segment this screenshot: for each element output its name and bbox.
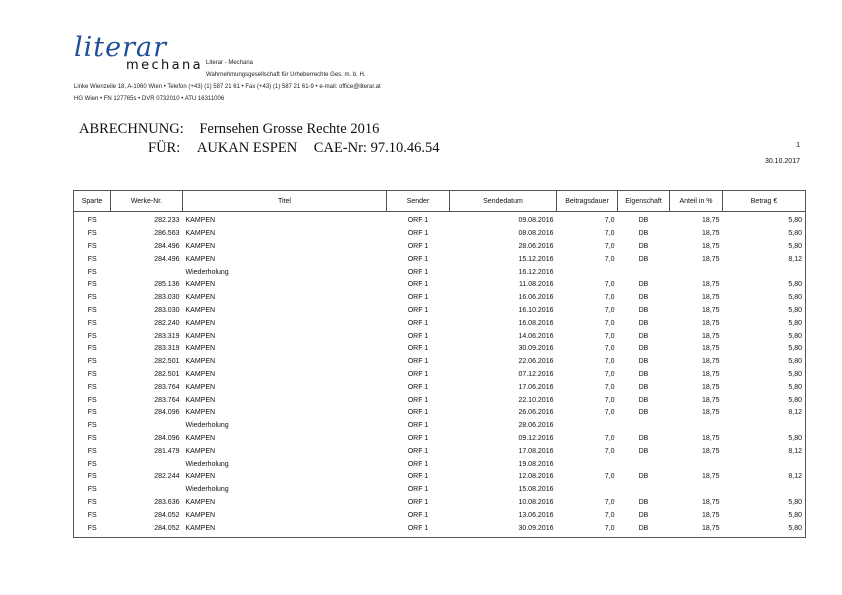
- cell-anteil: 18,75: [701, 498, 720, 506]
- cell-eigenschaft: DB: [638, 396, 649, 404]
- col-header-titel: Titel: [183, 191, 387, 212]
- cell-sendedatum: 15.08.2016: [518, 486, 554, 494]
- cell-anteil: 18,75: [701, 383, 720, 391]
- cell-betrag: 5,80: [723, 228, 806, 241]
- cell-eigenschaft: DB: [638, 383, 649, 391]
- cell-sendedatum: 11.08.2016: [518, 281, 554, 289]
- cell-werke-nr: 284.052: [111, 522, 183, 537]
- cell-eigenschaft: DB: [638, 230, 649, 238]
- cell-eigenschaft: DB: [638, 332, 649, 340]
- table-row: [74, 369, 806, 382]
- cell-eigenschaft: DB: [638, 409, 649, 417]
- cell-anteil: [670, 420, 723, 433]
- cell-betrag: [723, 458, 806, 471]
- cell-sparte: FS: [74, 433, 111, 446]
- cell-sender: ORF 1: [407, 511, 429, 519]
- cell-sendedatum: 15.12.2016: [518, 255, 554, 263]
- cell-sender: ORF 1: [407, 498, 429, 506]
- cell-sparte: FS: [74, 266, 111, 279]
- cell-titel: KAMPEN: [185, 281, 216, 289]
- cell-sparte: FS: [74, 445, 111, 458]
- cell-betrag: 5,80: [723, 433, 806, 446]
- cell-eigenschaft: DB: [638, 294, 649, 302]
- cell-anteil: 18,75: [701, 434, 720, 442]
- cell-sparte: FS: [74, 292, 111, 305]
- cell-anteil: 18,75: [701, 306, 720, 314]
- table-row: [74, 497, 806, 510]
- cell-eigenschaft: DB: [638, 434, 649, 442]
- cell-anteil: 18,75: [701, 409, 720, 417]
- cell-beitragsdauer: [557, 484, 618, 497]
- address-block: [74, 81, 381, 105]
- cell-eigenschaft: DB: [638, 345, 649, 353]
- cell-werke-nr: 283.030: [154, 306, 180, 314]
- cell-werke-nr: [111, 484, 183, 497]
- cell-beitragsdauer: [557, 458, 618, 471]
- cell-titel: KAMPEN: [185, 511, 216, 519]
- cell-sender: ORF 1: [407, 242, 429, 250]
- cell-titel: Wiederholung: [185, 486, 229, 494]
- cell-beitragsdauer: 7,0: [604, 306, 615, 314]
- cell-sendedatum: 30.09.2016: [450, 522, 557, 537]
- cell-betrag: 5,80: [723, 497, 806, 510]
- cell-anteil: 18,75: [701, 370, 720, 378]
- cell-eigenschaft: DB: [638, 358, 649, 366]
- cell-werke-nr: 284.496: [154, 255, 180, 263]
- cell-anteil: 18,75: [701, 447, 720, 455]
- col-header-werke-nr: Werke-Nr.: [111, 191, 183, 212]
- cell-titel: KAMPEN: [185, 358, 216, 366]
- cell-werke-nr: 282.501: [154, 358, 180, 366]
- organization-block: [206, 57, 366, 81]
- cell-betrag: 5,80: [723, 212, 806, 228]
- table-row: [74, 330, 806, 343]
- cell-beitragsdauer: 7,0: [604, 358, 615, 366]
- cell-sendedatum: 16.08.2016: [518, 319, 554, 327]
- cell-beitragsdauer: 7,0: [604, 345, 615, 353]
- cell-beitragsdauer: 7,0: [604, 217, 615, 225]
- table-row: [74, 433, 806, 446]
- cell-sender: ORF 1: [407, 396, 429, 404]
- cell-anteil: 18,75: [701, 230, 720, 238]
- cell-sparte: FS: [74, 381, 111, 394]
- cell-sendedatum: 14.06.2016: [518, 332, 554, 340]
- cell-titel: Wiederholung: [185, 422, 229, 430]
- cell-sendedatum: 28.06.2016: [518, 422, 554, 430]
- cell-beitragsdauer: 7,0: [604, 409, 615, 417]
- table-row: [74, 305, 806, 318]
- cell-betrag: 5,80: [723, 356, 806, 369]
- cell-sendedatum: 30.09.2016: [518, 345, 554, 353]
- cell-sendedatum: 16.10.2016: [518, 306, 554, 314]
- cell-eigenschaft: DB: [638, 498, 649, 506]
- cell-betrag: 8,12: [723, 445, 806, 458]
- cell-titel: KAMPEN: [185, 230, 216, 238]
- cell-betrag: 8,12: [723, 471, 806, 484]
- cell-sender: ORF 1: [407, 370, 429, 378]
- cell-titel: KAMPEN: [185, 217, 216, 225]
- cell-beitragsdauer: 7,0: [604, 255, 615, 263]
- cell-werke-nr: 282.233: [154, 217, 180, 225]
- table-row: [74, 381, 806, 394]
- col-header-beitragsdauer: Beitragsdauer: [557, 191, 618, 212]
- cell-sparte: FS: [74, 279, 111, 292]
- cell-anteil: 18,75: [701, 294, 720, 302]
- cell-sparte: FS: [74, 356, 111, 369]
- cell-betrag: 5,80: [723, 279, 806, 292]
- cell-sparte: FS: [74, 212, 111, 228]
- address-line: Linke Wienzeile 18, A-1060 Wien • Telefon (+43) (1) 587 21 61 • Fax (+43) (1) 587 21 61-9 • e-mail: office@literar.at: [74, 84, 381, 90]
- cell-betrag: 5,80: [723, 509, 806, 522]
- cell-werke-nr: 283.319: [154, 332, 180, 340]
- cell-eigenschaft: DB: [638, 281, 649, 289]
- col-header-sendedatum: Sendedatum: [450, 191, 557, 212]
- logo-mechana-text: mechana: [126, 58, 204, 73]
- cell-beitragsdauer: 7,0: [604, 434, 615, 442]
- cell-anteil: [670, 484, 723, 497]
- cell-sender: ORF 1: [407, 319, 429, 327]
- cell-eigenschaft: DB: [638, 473, 649, 481]
- cell-sparte: FS: [74, 228, 111, 241]
- cell-sendedatum: 16.06.2016: [518, 294, 554, 302]
- table-row: [74, 343, 806, 356]
- cell-anteil: 18,75: [701, 511, 720, 519]
- cell-beitragsdauer: [557, 266, 618, 279]
- cell-eigenschaft: DB: [638, 255, 649, 263]
- statement-date: 30.10.2017: [764, 158, 800, 165]
- cell-sendedatum: 16.12.2016: [518, 268, 554, 276]
- table-row: [74, 484, 806, 497]
- col-header-sparte: Sparte: [74, 191, 111, 212]
- cell-sender: ORF 1: [407, 294, 429, 302]
- cell-sender: ORF 1: [407, 255, 429, 263]
- cell-sparte: FS: [74, 369, 111, 382]
- cell-beitragsdauer: 7,0: [557, 522, 618, 537]
- cell-titel: KAMPEN: [183, 522, 387, 537]
- cell-betrag: 5,80: [723, 241, 806, 254]
- cell-titel: KAMPEN: [185, 345, 216, 353]
- cell-werke-nr: 283.636: [154, 498, 180, 506]
- cell-werke-nr: 284.096: [154, 409, 180, 417]
- table-row: [74, 253, 806, 266]
- cell-titel: KAMPEN: [185, 319, 216, 327]
- cell-sender: ORF 1: [407, 447, 429, 455]
- cell-sparte: FS: [74, 484, 111, 497]
- cell-werke-nr: [111, 458, 183, 471]
- col-header-eigenschaft: Eigenschaft: [618, 191, 670, 212]
- cell-anteil: 18,75: [701, 345, 720, 353]
- cell-sendedatum: 08.08.2016: [518, 230, 554, 238]
- cell-betrag: 5,80: [723, 343, 806, 356]
- cell-sparte: FS: [74, 394, 111, 407]
- cell-sparte: FS: [74, 497, 111, 510]
- cell-anteil: 18,75: [701, 255, 720, 263]
- cell-eigenschaft: [618, 484, 670, 497]
- cell-eigenschaft: DB: [638, 319, 649, 327]
- royalty-table: [73, 190, 806, 538]
- cell-eigenschaft: DB: [638, 306, 649, 314]
- cell-beitragsdauer: 7,0: [604, 370, 615, 378]
- cell-sendedatum: 22.06.2016: [518, 358, 554, 366]
- cell-eigenschaft: DB: [638, 242, 649, 250]
- cell-sendedatum: 28.06.2016: [518, 242, 554, 250]
- cell-sparte: FS: [74, 471, 111, 484]
- registration-line: HG Wien • FN 127765s • DVR 0732010 • ATU 16311006: [74, 96, 225, 102]
- statement-type: Fernsehen Grosse Rechte 2016: [199, 121, 380, 137]
- cell-sender: ORF 1: [407, 268, 429, 276]
- cell-sender: ORF 1: [407, 345, 429, 353]
- cell-titel: KAMPEN: [185, 434, 216, 442]
- cell-sendedatum: 10.08.2016: [518, 498, 554, 506]
- cell-titel: KAMPEN: [185, 447, 216, 455]
- recipient-label: FÜR:: [148, 140, 181, 156]
- cell-sendedatum: 19.08.2016: [518, 460, 554, 468]
- cell-sparte: FS: [74, 343, 111, 356]
- cell-beitragsdauer: 7,0: [604, 332, 615, 340]
- cell-werke-nr: 282.501: [154, 370, 180, 378]
- cell-beitragsdauer: 7,0: [604, 242, 615, 250]
- table-row: [74, 212, 806, 228]
- cell-titel: Wiederholung: [185, 460, 229, 468]
- cell-sparte: FS: [74, 330, 111, 343]
- cell-betrag: 8,12: [723, 407, 806, 420]
- cell-sparte: FS: [74, 522, 111, 537]
- statement-label: ABRECHNUNG:: [79, 121, 184, 137]
- cell-werke-nr: 281.479: [154, 447, 180, 455]
- cell-betrag: 5,80: [723, 330, 806, 343]
- cell-betrag: 5,80: [723, 381, 806, 394]
- cell-sparte: FS: [74, 458, 111, 471]
- col-header-anteil: Anteil in %: [670, 191, 723, 212]
- cell-werke-nr: 282.244: [154, 473, 180, 481]
- cell-werke-nr: 282.240: [154, 319, 180, 327]
- recipient-row: [148, 140, 439, 157]
- cell-anteil: 18,75: [701, 242, 720, 250]
- cell-anteil: [670, 266, 723, 279]
- cell-werke-nr: 284.096: [154, 434, 180, 442]
- cell-sparte: FS: [74, 509, 111, 522]
- cell-eigenschaft: [618, 458, 670, 471]
- cell-titel: Wiederholung: [185, 268, 229, 276]
- cell-sender: ORF 1: [407, 486, 429, 494]
- table-row: [74, 317, 806, 330]
- cell-sparte: FS: [74, 253, 111, 266]
- cell-sendedatum: 09.12.2016: [518, 434, 554, 442]
- cell-beitragsdauer: [557, 420, 618, 433]
- cell-titel: KAMPEN: [185, 306, 216, 314]
- cell-werke-nr: [111, 420, 183, 433]
- cell-werke-nr: 283.030: [154, 294, 180, 302]
- cell-anteil: 18,75: [701, 473, 720, 481]
- cell-eigenschaft: DB: [618, 522, 670, 537]
- recipient-name: AUKAN ESPEN: [196, 140, 298, 156]
- cell-sender: ORF 1: [407, 434, 429, 442]
- cell-sendedatum: 13.06.2016: [518, 511, 554, 519]
- cell-beitragsdauer: 7,0: [604, 383, 615, 391]
- cell-anteil: 18,75: [701, 358, 720, 366]
- cell-sendedatum: 07.12.2016: [518, 370, 554, 378]
- cell-sender: ORF 1: [407, 383, 429, 391]
- cell-anteil: [670, 458, 723, 471]
- cell-titel: KAMPEN: [185, 383, 216, 391]
- cell-sendedatum: 26.06.2016: [518, 409, 554, 417]
- table-row: [74, 356, 806, 369]
- table-row: [74, 279, 806, 292]
- org-description: Wahrnehmungsgesellschaft für Urheberrechte Ges. m. b. H.: [206, 72, 366, 78]
- cell-sender: ORF 1: [407, 281, 429, 289]
- cell-sparte: FS: [74, 241, 111, 254]
- cell-sender: ORF 1: [407, 230, 429, 238]
- cell-sender: ORF 1: [387, 522, 450, 537]
- table-row: [74, 522, 806, 537]
- statement-title-row: [79, 121, 379, 138]
- cell-anteil: 18,75: [670, 522, 723, 537]
- page-number: 1: [796, 142, 800, 149]
- cell-werke-nr: 283.319: [154, 345, 180, 353]
- cell-anteil: 18,75: [701, 396, 720, 404]
- cell-beitragsdauer: 7,0: [604, 473, 615, 481]
- table-header-row: [74, 191, 806, 212]
- cell-titel: KAMPEN: [185, 332, 216, 340]
- cae-number: CAE-Nr: 97.10.46.54: [313, 140, 440, 156]
- table-row: [74, 266, 806, 279]
- cell-betrag: 5,80: [723, 369, 806, 382]
- cell-sparte: FS: [74, 420, 111, 433]
- table-row: [74, 228, 806, 241]
- literar-mechana-logo: [74, 34, 204, 74]
- cell-eigenschaft: DB: [638, 370, 649, 378]
- cell-sender: ORF 1: [407, 473, 429, 481]
- cell-werke-nr: 285.136: [154, 281, 180, 289]
- logo-literar-text: literar: [74, 32, 168, 63]
- table-row: [74, 509, 806, 522]
- table-row: [74, 458, 806, 471]
- table-row: [74, 292, 806, 305]
- cell-sendedatum: 17.08.2016: [518, 447, 554, 455]
- cell-betrag: [723, 420, 806, 433]
- cell-sender: ORF 1: [407, 332, 429, 340]
- cell-eigenschaft: DB: [638, 511, 649, 519]
- cell-eigenschaft: [618, 266, 670, 279]
- cell-beitragsdauer: 7,0: [604, 281, 615, 289]
- cell-sendedatum: 09.08.2016: [518, 217, 554, 225]
- cell-sparte: FS: [74, 317, 111, 330]
- col-header-betrag: Betrag €: [723, 191, 806, 212]
- table-row: [74, 420, 806, 433]
- cell-eigenschaft: [618, 420, 670, 433]
- cell-titel: KAMPEN: [185, 409, 216, 417]
- cell-betrag: 5,80: [723, 317, 806, 330]
- cell-beitragsdauer: 7,0: [604, 447, 615, 455]
- cell-betrag: [723, 484, 806, 497]
- cell-werke-nr: 283.764: [154, 396, 180, 404]
- cell-titel: KAMPEN: [185, 294, 216, 302]
- cell-sendedatum: 22.10.2016: [518, 396, 554, 404]
- cell-titel: KAMPEN: [185, 242, 216, 250]
- col-header-sender: Sender: [387, 191, 450, 212]
- cell-sender: ORF 1: [407, 358, 429, 366]
- cell-werke-nr: [111, 266, 183, 279]
- cell-werke-nr: 284.052: [154, 511, 180, 519]
- cell-sender: ORF 1: [407, 306, 429, 314]
- cell-betrag: 5,80: [723, 394, 806, 407]
- cell-sparte: FS: [74, 407, 111, 420]
- cell-beitragsdauer: 7,0: [604, 396, 615, 404]
- cell-sender: ORF 1: [407, 409, 429, 417]
- cell-sendedatum: 17.06.2016: [518, 383, 554, 391]
- cell-sparte: FS: [74, 305, 111, 318]
- cell-anteil: 18,75: [701, 217, 720, 225]
- cell-werke-nr: 284.496: [154, 242, 180, 250]
- cell-sender: ORF 1: [407, 422, 429, 430]
- cell-beitragsdauer: 7,0: [604, 511, 615, 519]
- cell-anteil: 18,75: [701, 281, 720, 289]
- cell-beitragsdauer: 7,0: [604, 319, 615, 327]
- table-row: [74, 394, 806, 407]
- cell-sender: ORF 1: [407, 460, 429, 468]
- cell-titel: KAMPEN: [185, 396, 216, 404]
- cell-sendedatum: 12.08.2016: [518, 473, 554, 481]
- cell-titel: KAMPEN: [185, 473, 216, 481]
- cell-werke-nr: 283.764: [154, 383, 180, 391]
- cell-betrag: 5,80: [723, 292, 806, 305]
- cell-titel: KAMPEN: [185, 498, 216, 506]
- cell-betrag: 5,80: [723, 522, 806, 537]
- cell-titel: KAMPEN: [185, 370, 216, 378]
- cell-anteil: 18,75: [701, 332, 720, 340]
- cell-betrag: 8,12: [723, 253, 806, 266]
- cell-beitragsdauer: 7,0: [604, 230, 615, 238]
- cell-titel: KAMPEN: [185, 255, 216, 263]
- table-row: [74, 445, 806, 458]
- org-name: Literar - Mechana: [206, 60, 254, 66]
- table-row: [74, 407, 806, 420]
- cell-sender: ORF 1: [407, 217, 429, 225]
- table-row: [74, 241, 806, 254]
- cell-werke-nr: 286.563: [154, 230, 180, 238]
- cell-eigenschaft: DB: [638, 447, 649, 455]
- table-row: [74, 471, 806, 484]
- cell-beitragsdauer: 7,0: [604, 294, 615, 302]
- cell-betrag: 5,80: [723, 305, 806, 318]
- cell-anteil: 18,75: [701, 319, 720, 327]
- cell-betrag: [723, 266, 806, 279]
- cell-eigenschaft: DB: [638, 217, 649, 225]
- cell-beitragsdauer: 7,0: [604, 498, 615, 506]
